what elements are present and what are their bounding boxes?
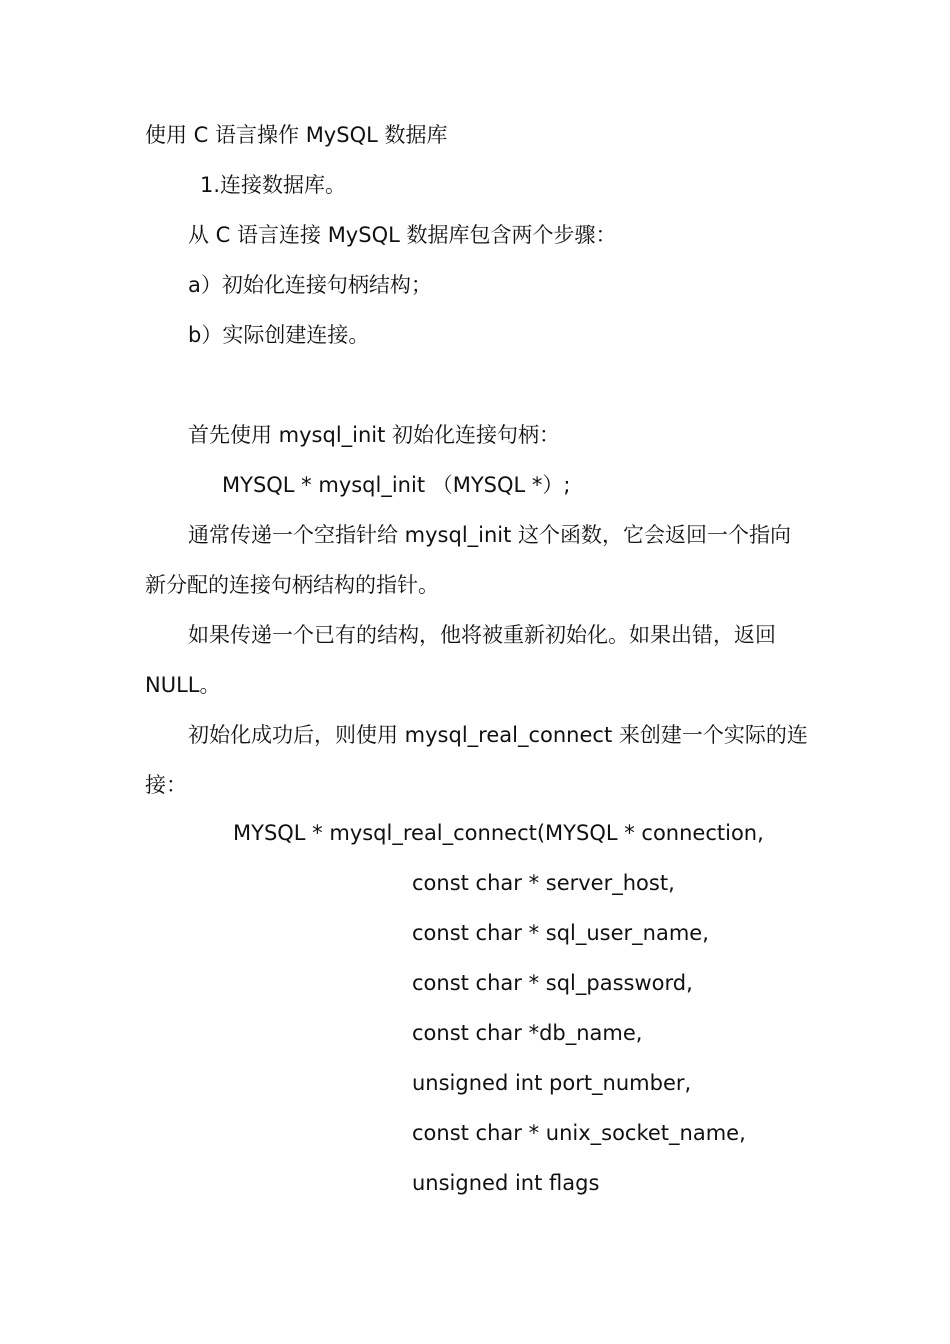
- reinit-paragraph-line2: NULL。: [145, 673, 221, 697]
- reinit-paragraph-line1: 如果传递一个已有的结构，他将被重新初始化。如果出错，返回: [188, 623, 776, 647]
- param-db-name: const char *db_name,: [412, 1021, 643, 1045]
- step-a: a）初始化连接句柄结构；: [188, 273, 432, 297]
- param-port-number: unsigned int port_number,: [412, 1071, 692, 1095]
- init-intro-paragraph: 首先使用 mysql_init 初始化连接句柄：: [188, 423, 561, 447]
- mysql-init-signature: MYSQL * mysql_init （MYSQL *）;: [222, 473, 571, 497]
- param-flags: unsigned int flags: [412, 1171, 600, 1195]
- param-unix-socket-name: const char * unix_socket_name,: [412, 1121, 746, 1145]
- connect-paragraph-line2: 接：: [145, 773, 187, 797]
- param-sql-user-name: const char * sql_user_name,: [412, 921, 709, 945]
- param-server-host: const char * server_host,: [412, 871, 675, 895]
- document-title: 使用 C 语言操作 MySQL 数据库: [145, 123, 448, 147]
- null-pointer-paragraph-line2: 新分配的连接句柄结构的指针。: [145, 573, 439, 597]
- mysql-real-connect-signature: MYSQL * mysql_real_connect(MYSQL * connection,: [233, 821, 764, 845]
- step-b: b）实际创建连接。: [188, 323, 370, 347]
- intro-paragraph: 从 C 语言连接 MySQL 数据库包含两个步骤：: [188, 223, 617, 247]
- param-sql-password: const char * sql_password,: [412, 971, 693, 995]
- null-pointer-paragraph-line1: 通常传递一个空指针给 mysql_init 这个函数，它会返回一个指向: [188, 523, 792, 547]
- section-heading: 1.连接数据库。: [200, 173, 347, 197]
- connect-paragraph-line1: 初始化成功后，则使用 mysql_real_connect 来创建一个实际的连: [188, 723, 808, 747]
